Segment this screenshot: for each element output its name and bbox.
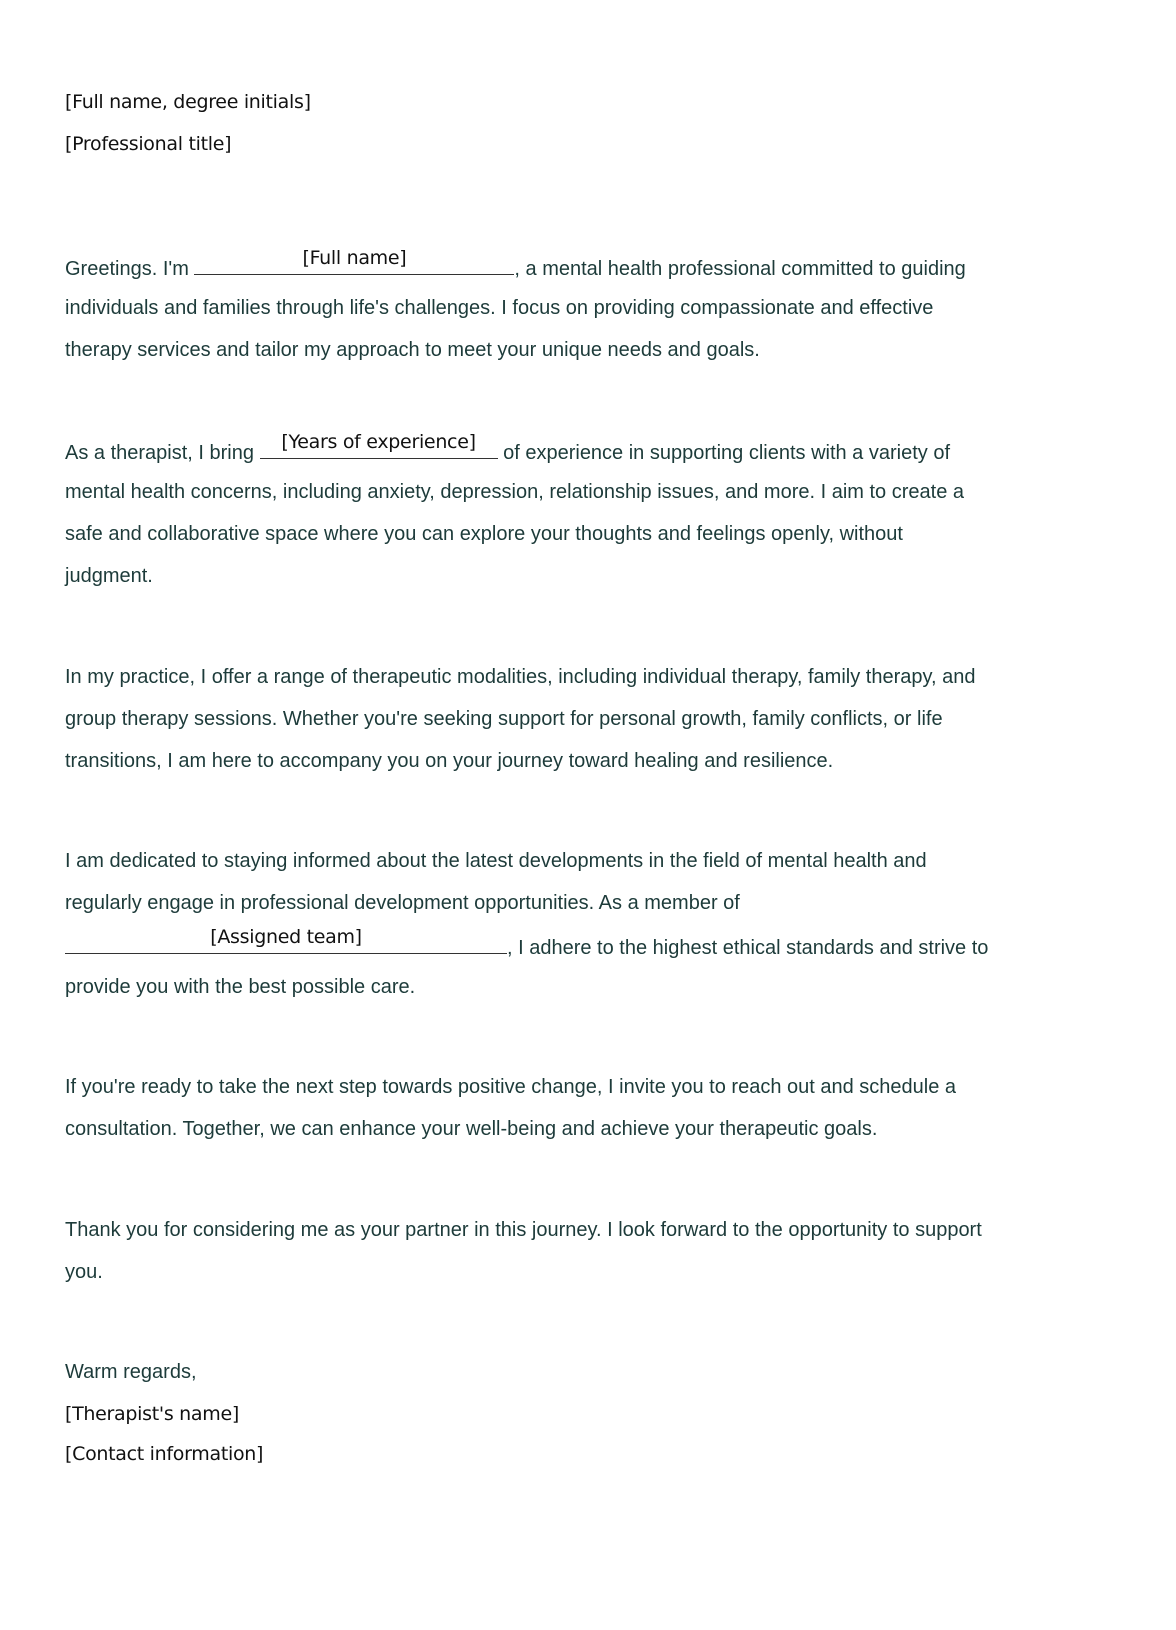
full-name-field[interactable]: [194, 247, 514, 275]
years-experience-field[interactable]: [260, 431, 498, 459]
field-value: [Assigned team]: [210, 926, 362, 948]
p4-line2: regularly engage in professional development opportunities. As a member of: [65, 892, 740, 914]
p2-line2: mental health concerns, including anxiety, depression, relationship issues, and more. I aim to create a: [65, 481, 965, 503]
p2-line1: [65, 431, 951, 465]
p4-line4: provide you with the best possible care.: [65, 976, 416, 998]
p4-line3: [65, 926, 989, 960]
contact-information-field[interactable]: [Contact information]: [65, 1443, 264, 1465]
p3-line1: In my practice, I offer a range of therapeutic modalities, including individual therapy, family therapy, and: [65, 666, 976, 688]
p1-line1: [65, 247, 966, 281]
field-value: [Years of experience]: [281, 431, 476, 453]
p3-line2: group therapy sessions. Whether you're seeking support for personal growth, family conflicts, or life: [65, 708, 943, 730]
text: Greetings. I'm: [65, 258, 195, 280]
p4-line1: I am dedicated to staying informed about the latest developments in the field of mental health and: [65, 850, 927, 872]
p1-line2: individuals and families through life's challenges. I focus on providing compassionate and effective: [65, 297, 934, 319]
p6-line1: Thank you for considering me as your partner in this journey. I look forward to the opportunity to support: [65, 1219, 982, 1241]
p1-line3: therapy services and tailor my approach to meet your unique needs and goals.: [65, 339, 760, 361]
p3-line3: transitions, I am here to accompany you on your journey toward healing and resilience.: [65, 750, 834, 772]
text: of experience in supporting clients with a variety of: [497, 442, 951, 464]
p5-line2: consultation. Together, we can enhance your well-being and achieve your therapeutic goals.: [65, 1118, 878, 1140]
assigned-team-field[interactable]: [65, 926, 507, 954]
p6-line2: you.: [65, 1261, 103, 1283]
professional-title-field[interactable]: [Professional title]: [65, 133, 232, 155]
text: As a therapist, I bring: [65, 442, 260, 464]
text: , I adhere to the highest ethical standards and strive to: [507, 937, 989, 959]
closing-regards: Warm regards,: [65, 1361, 197, 1383]
p2-line4: judgment.: [65, 565, 153, 587]
field-value: [Full name]: [302, 247, 407, 269]
p2-line3: safe and collaborative space where you can explore your thoughts and feelings openly, without: [65, 523, 903, 545]
therapist-name-field[interactable]: [Therapist's name]: [65, 1403, 239, 1425]
p5-line1: If you're ready to take the next step towards positive change, I invite you to reach out and schedule a: [65, 1076, 957, 1098]
text: , a mental health professional committed to guiding: [514, 258, 966, 280]
full-name-degree-field[interactable]: [Full name, degree initials]: [65, 91, 311, 113]
